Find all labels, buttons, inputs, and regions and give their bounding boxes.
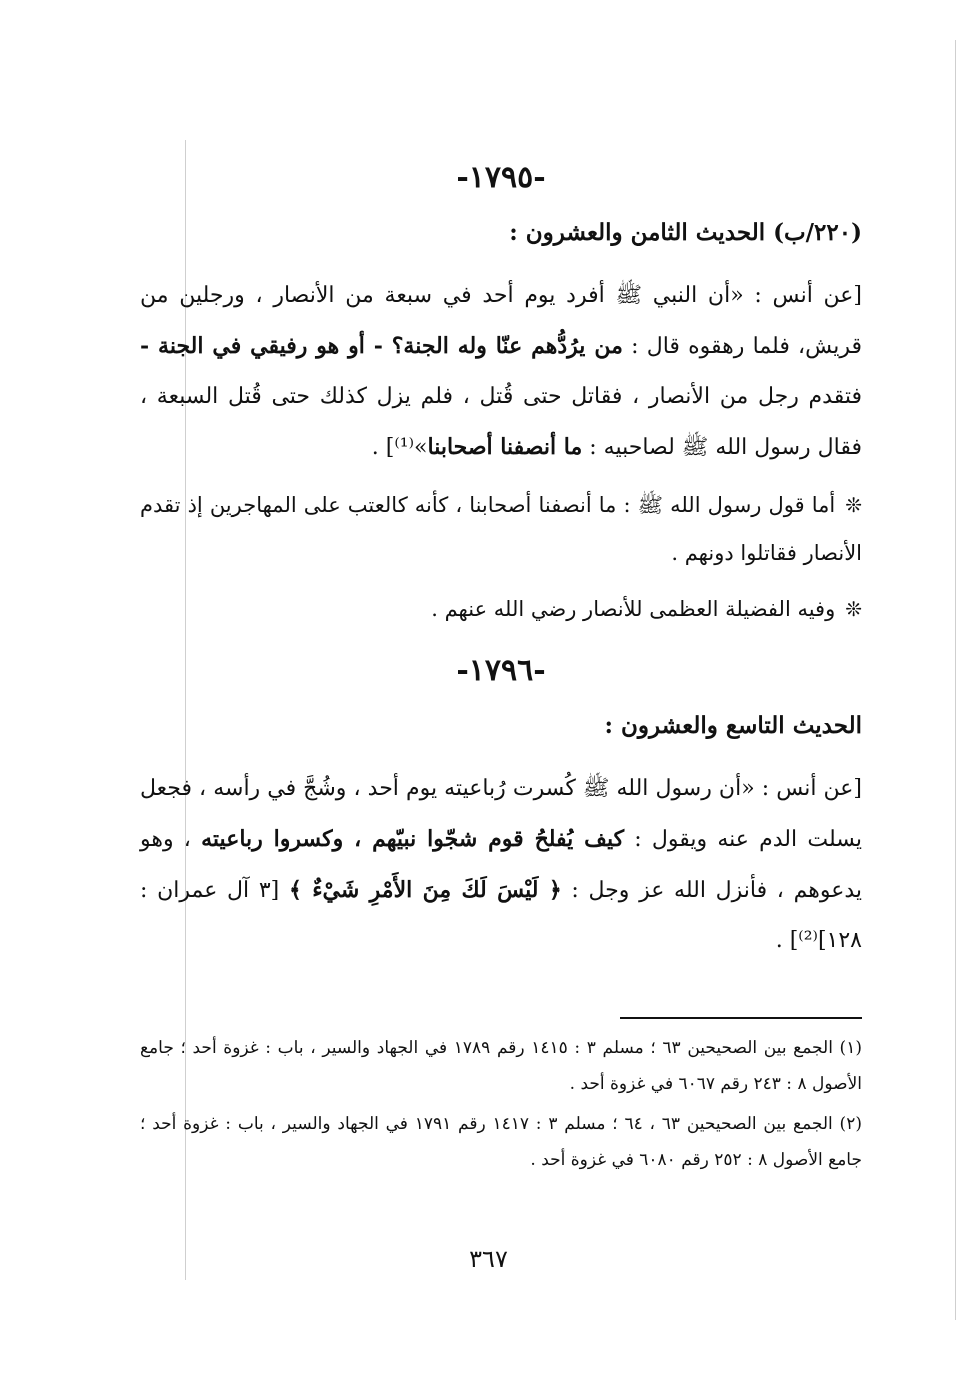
hadith-text-part: [عن أنس : «أن النبي ﷺ أفرد يوم أحد في سبعة من الأنصار ، ورجلين من قريش، فلما رهقوه قال : [140,283,862,359]
scan-edge-line [955,40,956,1320]
commentary-note [140,481,862,577]
footnotes [140,1030,862,1182]
hadith-text-part: [٣ آل عمران : ١٢٨]⁽²⁾] . [140,878,862,953]
hadith-text [140,764,862,966]
footnote-separator [620,1017,862,1019]
hadith-text-part: »⁽¹⁾] . [371,435,428,460]
main-text [140,160,862,966]
hadith-text [140,271,862,473]
hadith-heading: الحديث التاسع والعشرون : [604,712,862,739]
star-bullet-icon: ❊ [845,493,862,517]
hadith-text-bold: ما أنصفنا أصحابنا [427,434,583,460]
hadith-text-part: فتقدم رجل من الأنصار ، فقاتل حتى قُتل ، فلم يزل كذلك حتى قُتل السبعة ، فقال رسول الله ﷺ لصاحبيه : [140,384,862,460]
footnote: (٢) الجمع بين الصحيحين ٦٣ ، ٦٤ ؛ مسلم ٣ : ١٤١٧ رقم ١٧٩١ في الجهاد والسير ، باب : غزوة أحد ؛ جامع الأصول ٨ : ٢٥٢ رقم ٦٠٨٠ في غزوة أحد . [140,1114,862,1170]
commentary-text: أما قول رسول الله ﷺ : ما أنصفنا أصحابنا ، كأنه كالعتب على المهاجرين إذ تقدم الأنصار فقاتلوا دونهم . [140,493,862,565]
hadith-number: -١٧٩٥- [456,160,546,195]
hadith-text-part: ، وهو يدعوهم ، فأنزل الله عز وجل : [140,827,862,903]
hadith-text-bold: من يرُدُّهم عنّا وله الجنة؟ - أو هو رفيقي في الجنة - [140,333,623,359]
hadith-text-part: [عن أنس : «أن رسول الله ﷺ كُسرت رُباعيته يوم أحد ، وشُجَّ في رأسه ، فجعل يسلت الدم عنه ويقول : [140,776,862,852]
commentary-text: وفيه الفضيلة العظمى للأنصار رضي الله عنهم . [431,597,836,621]
quran-verse: ﴿ لَيْسَ لَكَ مِنَ الأَمْرِ شَيْءٌ ﴾ [288,877,562,903]
hadith-text-bold: كيف يُفلحُ قوم شجّوا نبيّهم ، وكسروا رباعيته [201,826,625,852]
page-number: ٣٦٧ [469,1245,508,1273]
footnote: (١) الجمع بين الصحيحين ٦٣ ؛ مسلم ٣ : ١٤١٥ رقم ١٧٨٩ في الجهاد والسير ، باب : غزوة أحد ؛ جامع الأصول ٨ : ٢٤٣ رقم ٦٠٦٧ في غزوة أحد . [140,1038,862,1094]
star-bullet-icon: ❊ [845,597,862,621]
hadith-number: -١٧٩٦- [456,653,546,688]
hadith-heading: (٢٢٠/ب) الحديث الثامن والعشرون : [509,219,862,246]
commentary-note [140,585,862,633]
